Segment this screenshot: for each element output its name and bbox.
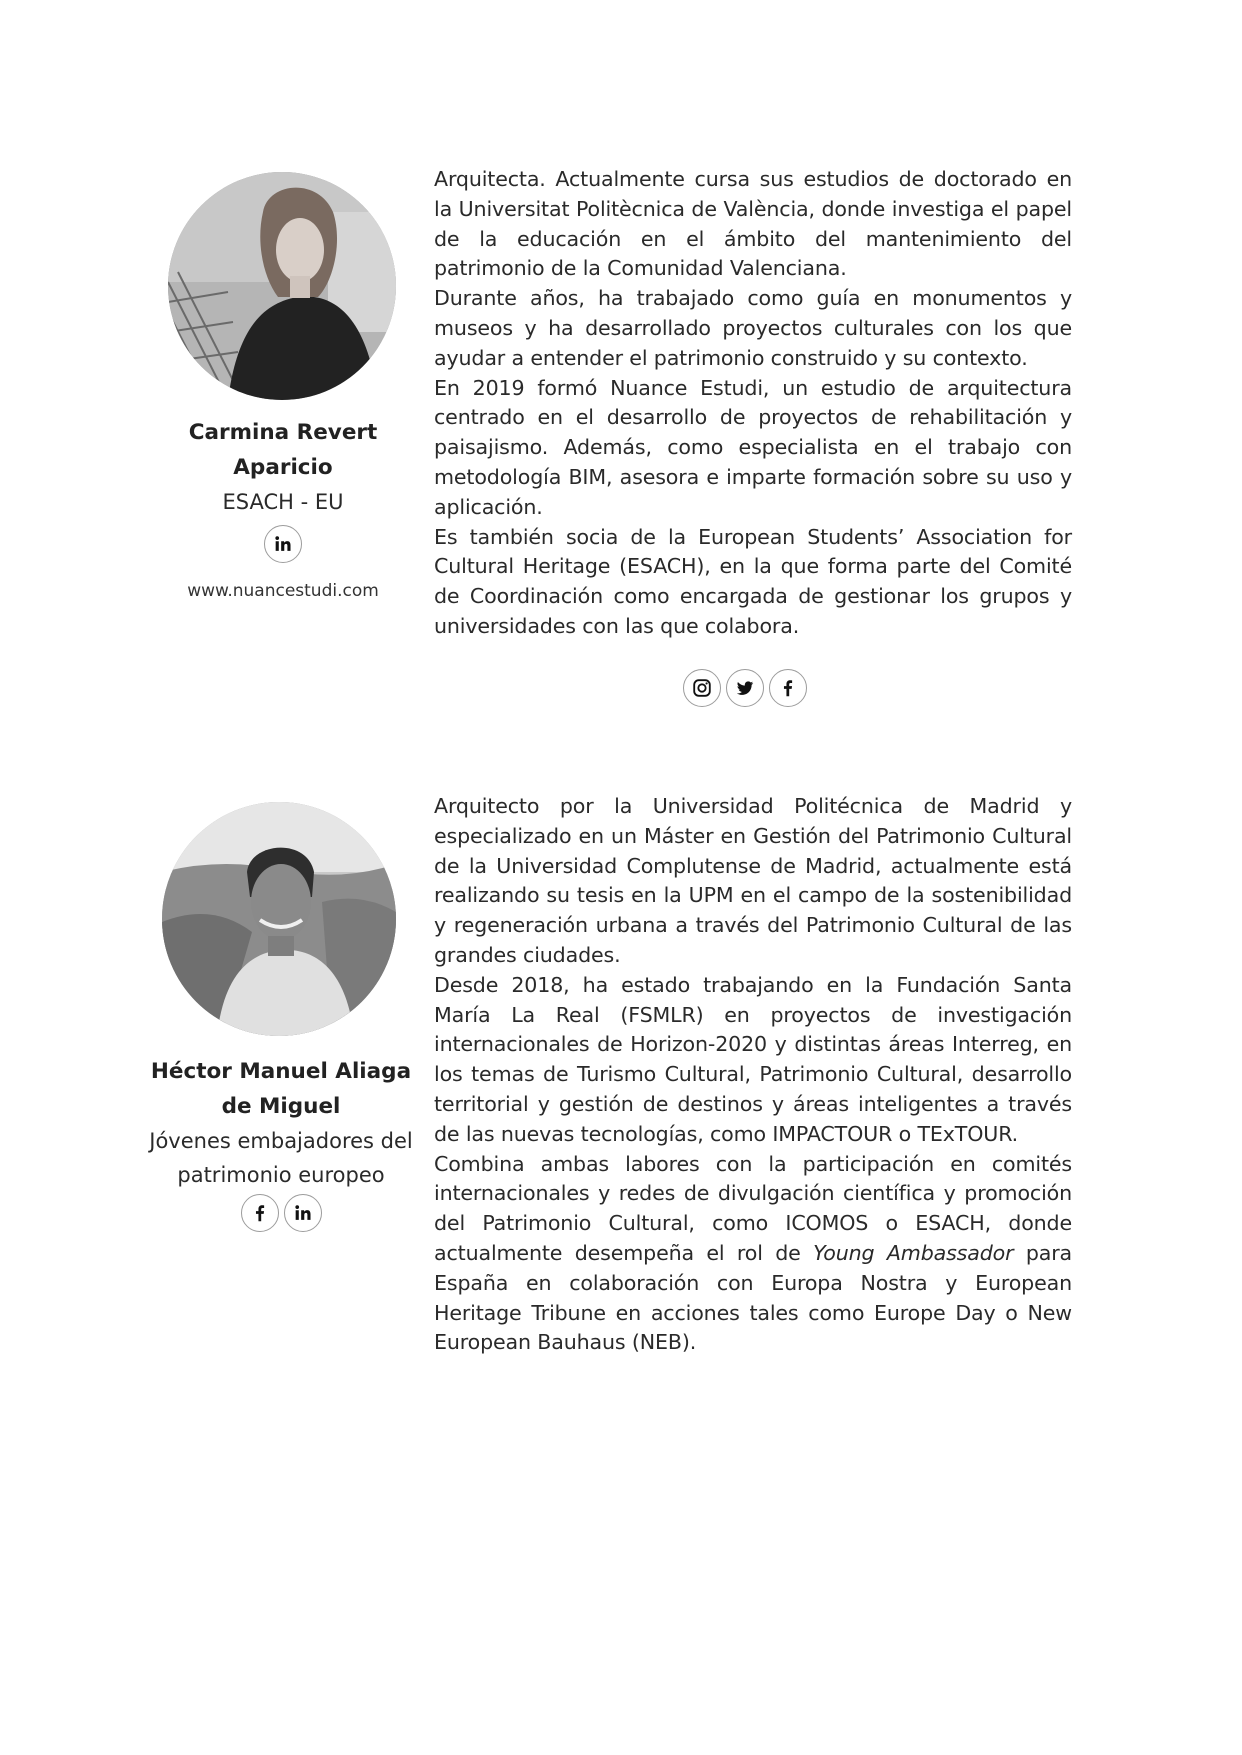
bio-paragraph: Desde 2018, ha estado trabajando en la Fundación Santa María La Real (FSMLR) en proyectos de investigación internacionales de Horizon-2020 y distintas áreas Interreg, en los temas de Turismo Cultural, Patrimonio Cultural, desarrollo territorial y gestión de destinos y áreas inteligentes a través de las nuevas tecnologías, como IMPACTOUR o TExTOUR. bbox=[434, 972, 1072, 1146]
linkedin-icon bbox=[292, 1202, 314, 1224]
person-name-line-2: Aparicio bbox=[233, 455, 333, 480]
facebook-button[interactable] bbox=[241, 1194, 279, 1232]
facebook-icon bbox=[249, 1202, 271, 1224]
portrait-image bbox=[168, 172, 396, 400]
portrait-image bbox=[162, 802, 396, 1036]
bio-paragraph: Arquitecta. Actualmente cursa sus estudios de doctorado en la Universitat Politècnica de València, donde investiga el papel de la educación en el ámbito del mantenimiento del patrimonio de la Comunidad Valenciana. bbox=[434, 167, 1072, 281]
person-organization: ESACH - EU bbox=[222, 490, 344, 514]
bio-paragraph: Durante años, ha trabajado como guía en monumentos y museos y ha desarrollado proyectos culturales con los que ayudar a entender el patrimonio construido y su contexto. bbox=[434, 286, 1072, 370]
bio-text: Combina ambas labores con la participación en comités internacionales y redes de divulgación científica y promoción del Patrimonio Cultural, como ICOMOS o ESACH, donde actualmente desempeña el rol de bbox=[434, 1151, 1072, 1265]
instagram-button[interactable] bbox=[683, 669, 721, 707]
side-social-links bbox=[140, 1194, 422, 1232]
profile-photo bbox=[162, 802, 396, 1036]
bio-paragraph bbox=[434, 1150, 1072, 1359]
linkedin-button[interactable] bbox=[264, 525, 302, 563]
bio-social-links bbox=[683, 669, 807, 707]
person-name-line-1: Héctor Manuel Aliaga bbox=[150, 1059, 412, 1084]
twitter-icon bbox=[734, 677, 756, 699]
linkedin-button[interactable] bbox=[284, 1194, 322, 1232]
website-link[interactable]: www.nuancestudi.com bbox=[187, 581, 379, 601]
profile-sidebar bbox=[150, 415, 416, 603]
person-organization-line-2: patrimonio europeo bbox=[177, 1163, 385, 1187]
bio-paragraph: Arquitecto por la Universidad Politécnica de Madrid y especializado en un Máster en Gestión del Patrimonio Cultural de la Universidad Complutense de Madrid, actualmente está realizando su tesis en la UPM en el campo de la sostenibilidad y regeneración urbana a través del Patrimonio Cultural de las grandes ciudades. bbox=[434, 794, 1072, 967]
side-social-links bbox=[150, 525, 416, 563]
bio-paragraph: En 2019 formó Nuance Estudi, un estudio de arquitectura centrado en el desarrollo de proyectos de rehabilitación y paisajismo. Además, como especialista en el trabajo con metodología BIM, asesora e imparte formación sobre su uso y aplicación. bbox=[434, 375, 1072, 519]
facebook-icon bbox=[777, 677, 799, 699]
bio-italic-role: Young Ambassador bbox=[813, 1240, 1014, 1265]
bio-paragraph: Es también socia de la European Students’ Association for Cultural Heritage (ESACH), en la que forma parte del Comité de Coordinación como encargada de gestionar los grupos y universidades con las que colabora. bbox=[434, 524, 1072, 638]
twitter-button[interactable] bbox=[726, 669, 764, 707]
profile-sidebar bbox=[140, 1054, 422, 1232]
person-name-line-1: Carmina Revert bbox=[188, 420, 378, 445]
facebook-button[interactable] bbox=[769, 669, 807, 707]
profile-bio bbox=[434, 165, 1072, 642]
linkedin-icon bbox=[272, 533, 294, 555]
person-organization-line-1: Jóvenes embajadores del bbox=[149, 1129, 413, 1153]
instagram-icon bbox=[691, 677, 713, 699]
profile-bio bbox=[434, 792, 1072, 1358]
bio-text: para España en colaboración con Europa Nostra y European Heritage Tribune en acciones tales como Europe Day o New European Bauhaus (NEB). bbox=[434, 1240, 1073, 1355]
profile-photo bbox=[168, 172, 396, 400]
person-name-line-2: de Miguel bbox=[221, 1094, 341, 1119]
